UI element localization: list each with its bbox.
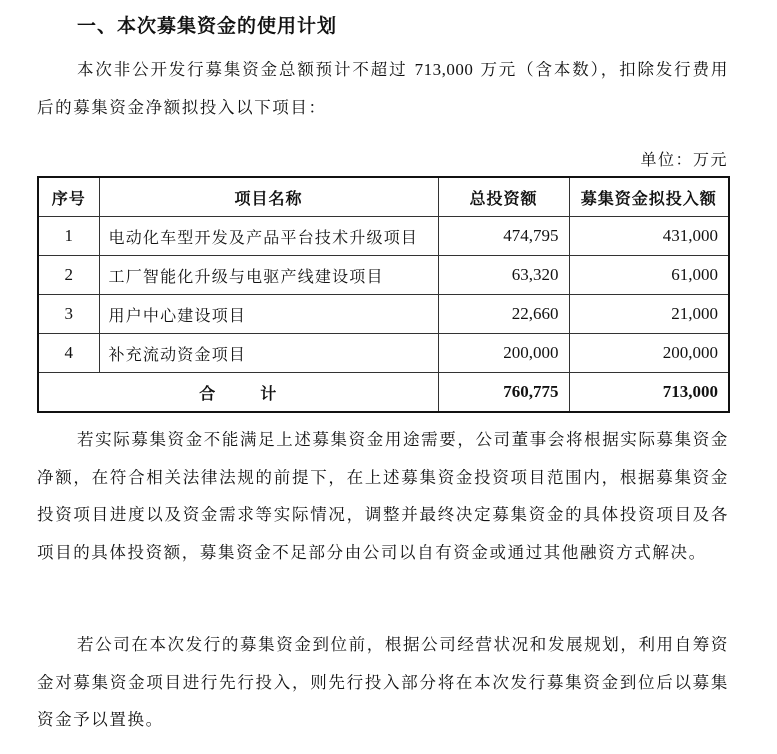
row-project-name: 电动化车型开发及产品平台技术升级项目 — [99, 217, 438, 256]
table-total-row — [38, 373, 729, 413]
unit-label: 单位：万元 — [640, 150, 728, 169]
row-total-investment: 22,660 — [438, 295, 569, 334]
row-seq: 4 — [38, 334, 99, 373]
intro-amount: 713,000 — [414, 60, 474, 79]
adjustment-paragraph: 若实际募集资金不能满足上述募集资金用途需要，公司董事会将根据实际募集资金净额，在符合相关法律法规的前提下，在上述募集资金投资项目范围内，根据募集资金投资项目进度以及资金需求等实际情况，调整并最终决定募集资金的具体投资项目及各项目的具体投资额，募集资金不足部分由公司以自有资金或通过其他融资方式解决。 — [37, 430, 729, 562]
total-investment-sum: 760,775 — [438, 373, 569, 413]
row-total-investment: 474,795 — [438, 217, 569, 256]
header-seq: 序号 — [38, 177, 99, 217]
intro-paragraph — [37, 51, 729, 126]
table-row — [38, 334, 729, 373]
header-project-name: 项目名称 — [99, 177, 438, 217]
row-project-name: 工厂智能化升级与电驱产线建设项目 — [99, 256, 438, 295]
fund-usage-table — [37, 176, 730, 413]
row-project-name: 用户中心建设项目 — [99, 295, 438, 334]
table-row — [38, 256, 729, 295]
total-label-part2: 计 — [260, 383, 278, 403]
row-seq: 3 — [38, 295, 99, 334]
section-heading: 一、本次募集资金的使用计划 — [77, 15, 338, 37]
row-proposed-funds: 21,000 — [569, 295, 729, 334]
intro-text-after: 万元（含本数），扣除发行费用后的募集资金净额拟投入以下项目： — [37, 60, 729, 117]
row-proposed-funds: 431,000 — [569, 217, 729, 256]
row-seq: 1 — [38, 217, 99, 256]
row-total-investment: 200,000 — [438, 334, 569, 373]
row-proposed-funds: 61,000 — [569, 256, 729, 295]
row-proposed-funds: 200,000 — [569, 334, 729, 373]
header-total-investment: 总投资额 — [438, 177, 569, 217]
proposed-funds-sum: 713,000 — [569, 373, 729, 413]
row-project-name: 补充流动资金项目 — [99, 334, 438, 373]
intro-text-before: 本次非公开发行募集资金总额预计不超过 — [77, 60, 415, 79]
total-label-part1: 合 — [199, 383, 217, 403]
table-header-row — [38, 177, 729, 217]
table-row — [38, 217, 729, 256]
row-total-investment: 63,320 — [438, 256, 569, 295]
replacement-paragraph: 若公司在本次发行的募集资金到位前，根据公司经营状况和发展规划，利用自筹资金对募集资金项目进行先行投入，则先行投入部分将在本次发行募集资金到位后以募集资金予以置换。 — [37, 635, 729, 729]
row-seq: 2 — [38, 256, 99, 295]
table-row — [38, 295, 729, 334]
header-proposed-funds: 募集资金拟投入额 — [569, 177, 729, 217]
total-label — [38, 373, 438, 413]
